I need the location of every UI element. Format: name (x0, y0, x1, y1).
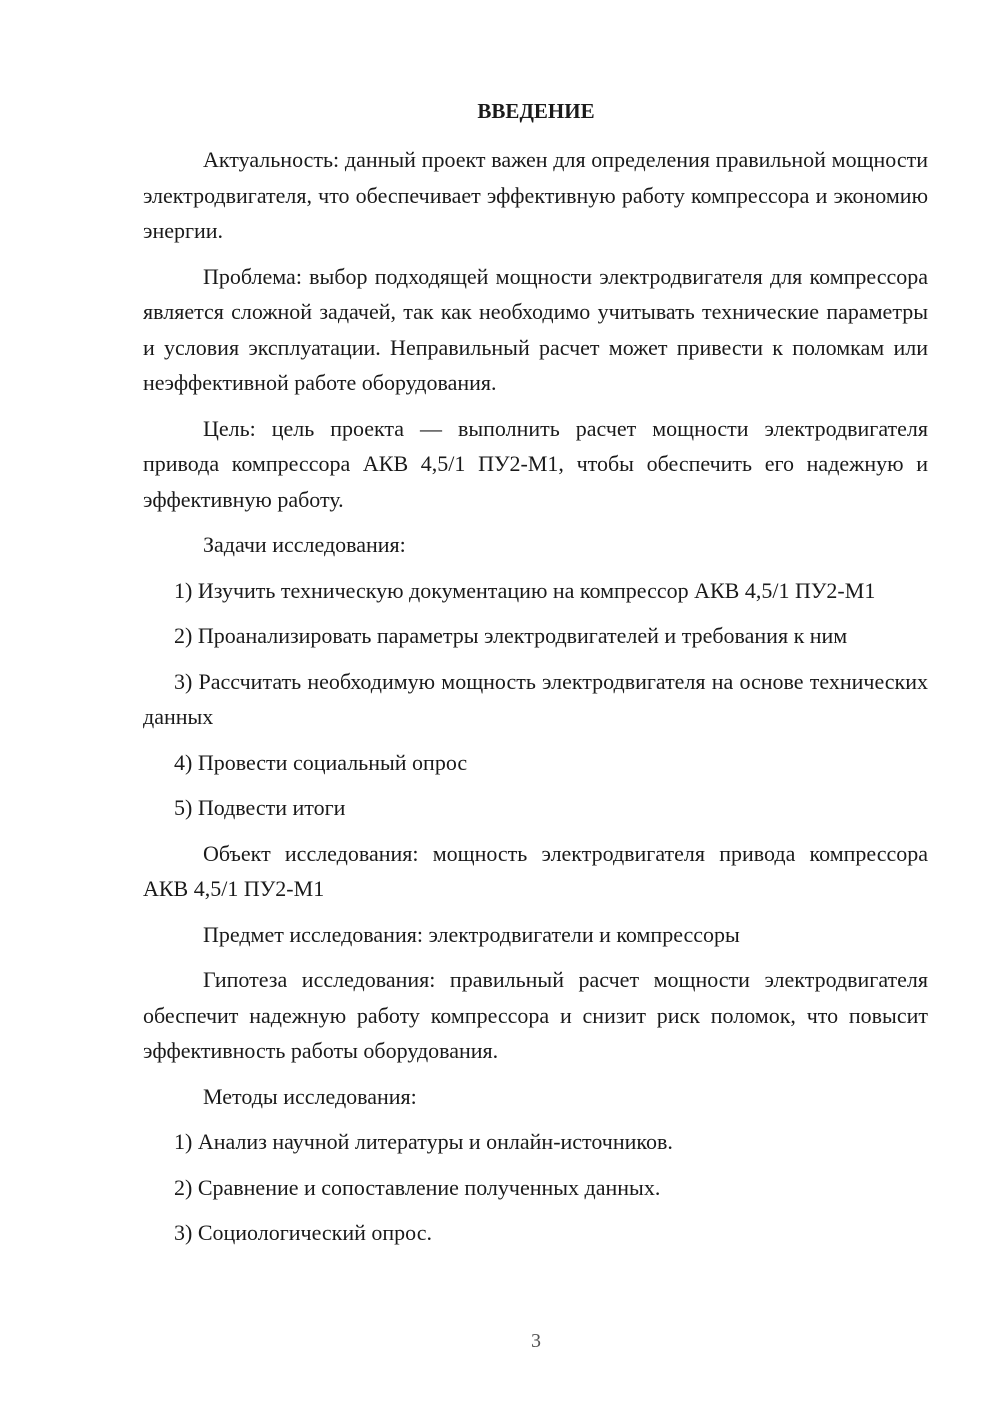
paragraph-relevance: Актуальность: данный проект важен для определения правильной мощности электродвигателя, что обеспечивает эффективную работу компрессора и экономию энергии. (143, 147, 928, 243)
paragraph-problem: Проблема: выбор подходящей мощности электродвигателя для компрессора является сложной задачей, так как необходимо учитывать технические параметры и условия эксплуатации. Неправильный расчет может привести к поломкам или неэффективной работе оборудования. (143, 263, 928, 395)
task-item: 2) Проанализировать параметры электродвигателей и требования к ним (174, 623, 848, 648)
method-item: 3) Социологический опрос. (174, 1220, 432, 1245)
paragraph-object: Объект исследования: мощность электродвигателя привода компрессора АКВ 4,5/1 ПУ2-М1 (143, 840, 928, 901)
task-item: 1) Изучить техническую документацию на компрессор АКВ 4,5/1 ПУ2-М1 (174, 577, 876, 603)
paragraph-hypothesis: Гипотеза исследования: правильный расчет мощности электродвигателя обеспечит надежную работу компрессора и снизит риск поломок, что повысит эффективность работы оборудования. (143, 967, 928, 1063)
task-item: 5) Подвести итоги (174, 795, 346, 820)
task-item: 3) Рассчитать необходимую мощность электродвигателя на основе технических данных (143, 668, 928, 729)
method-item: 2) Сравнение и сопоставление полученных данных. (174, 1174, 661, 1200)
document-body (143, 142, 928, 1251)
page-number: 3 (531, 1330, 541, 1352)
method-item: 1) Анализ научной литературы и онлайн-источников. (174, 1129, 673, 1154)
tasks-title: Задачи исследования: (203, 532, 406, 557)
paragraph-subject: Предмет исследования: электродвигатели и компрессоры (203, 921, 740, 947)
task-item: 4) Провести социальный опрос (174, 749, 468, 775)
page-title: ВВЕДЕНИЕ (477, 99, 595, 123)
paragraph-goal: Цель: цель проекта — выполнить расчет мощности электродвигателя привода компрессора АКВ 4,5/1 ПУ2-М1, чтобы обеспечить его надежную и эффективную работу. (143, 415, 928, 512)
methods-title: Методы исследования: (203, 1083, 417, 1109)
